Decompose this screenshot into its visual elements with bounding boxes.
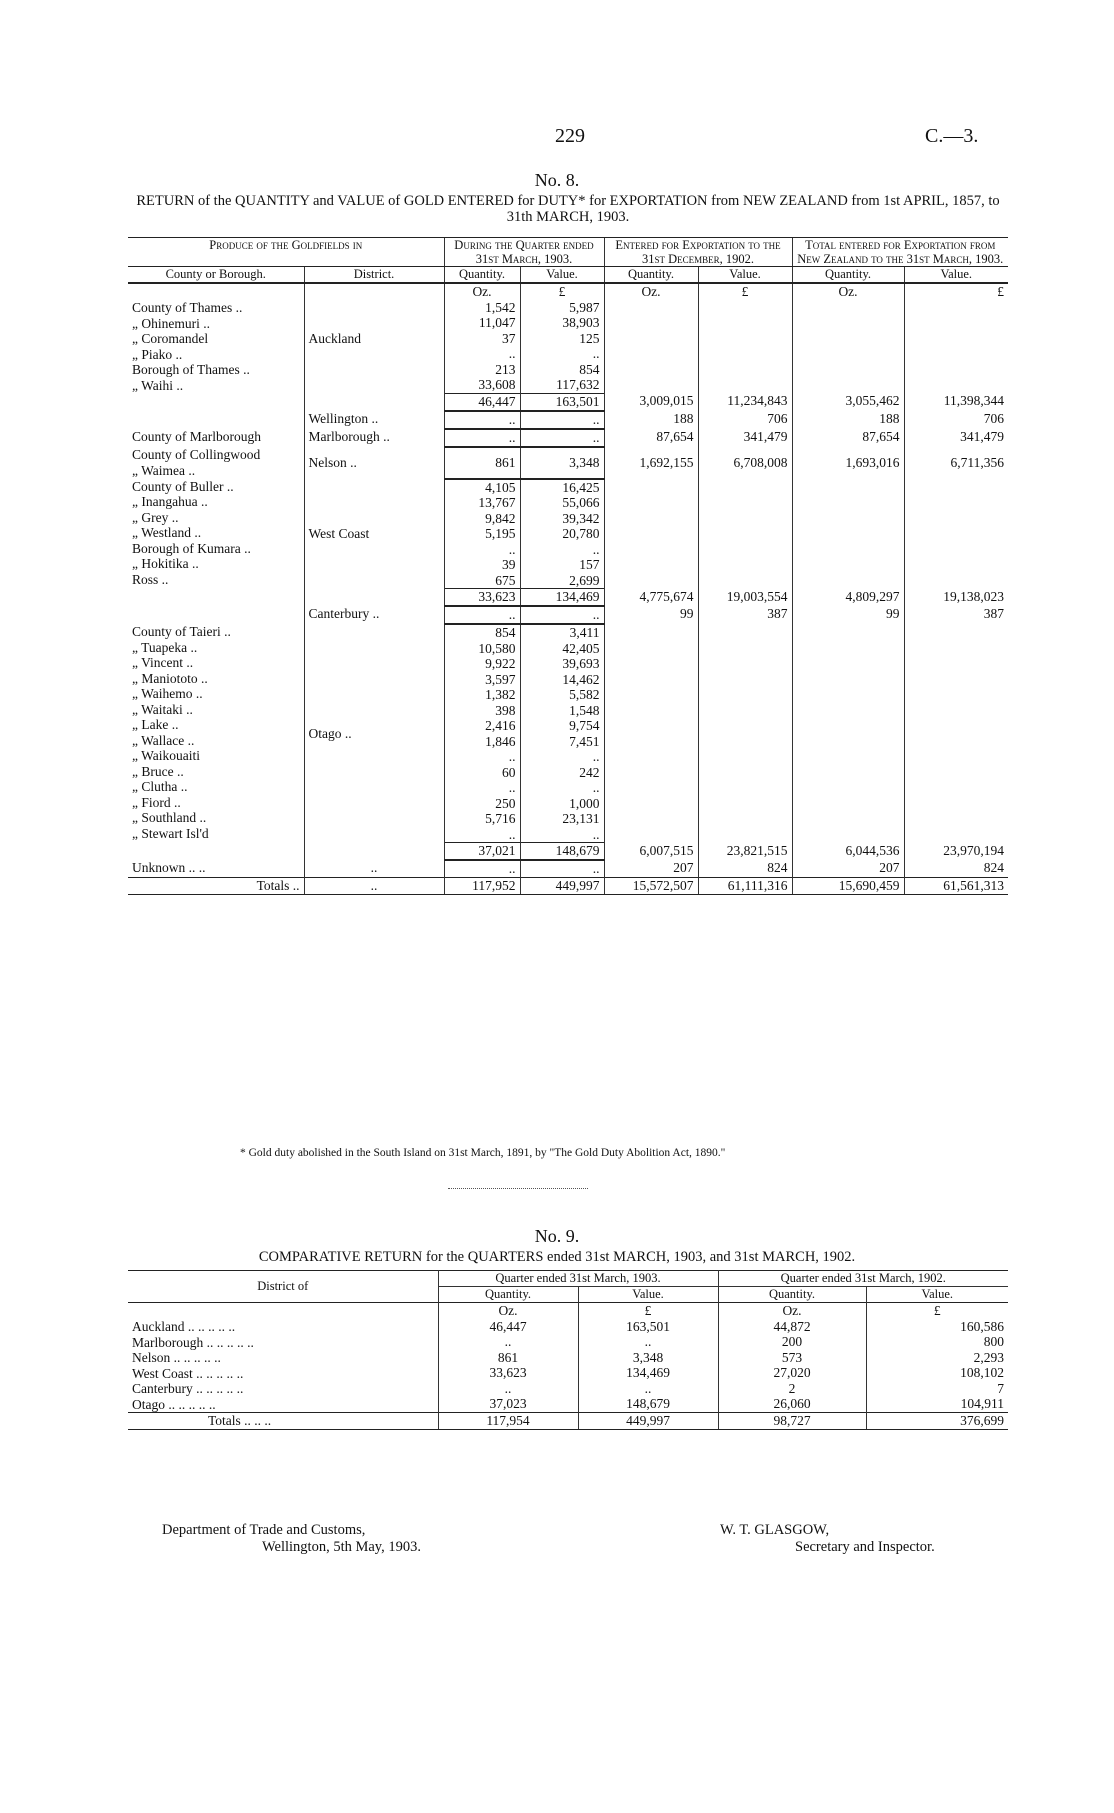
value-cell: 7: [997, 1380, 1004, 1396]
total-value: 19,138,023: [904, 589, 1008, 607]
previous-quantity: 99: [604, 606, 698, 624]
value-cell: ..: [592, 346, 600, 361]
value-cell: 3,348: [632, 1349, 664, 1365]
value-cell: 104,911: [960, 1396, 1004, 1411]
officer-name: W. T. GLASGOW,: [720, 1522, 830, 1538]
district-label: Nelson ..: [304, 447, 444, 479]
county-name: Ross ..: [132, 571, 169, 587]
total-value: 341,479: [904, 429, 1008, 447]
county-list: [128, 283, 304, 393]
unit-oz: Oz.: [472, 284, 492, 299]
county-name: „ Waihi ..: [132, 377, 184, 393]
quantity-cell: 11,047: [478, 315, 516, 330]
value-cell: 16,425: [562, 479, 600, 495]
marlborough-row: [128, 429, 1008, 447]
otago-group: [128, 624, 1008, 843]
value-cell: 39,342: [562, 510, 600, 526]
value-cell: 134,469: [626, 1365, 670, 1380]
value-cell: 157: [579, 557, 600, 572]
value-cell: ..: [520, 606, 604, 624]
footnote: * Gold duty abolished in the South Island on 31st March, 1891, by "The Gold Duty Abolition Act, 1890.": [240, 1147, 726, 1159]
quantity-cell: ..: [508, 749, 516, 764]
quantity-list: [444, 283, 520, 393]
value-cell: 148,679: [626, 1396, 670, 1411]
grand-total-quantity: 117,952: [444, 878, 520, 895]
grand-total-quantity: 117,954: [438, 1413, 578, 1430]
quantity-cell: 854: [495, 625, 516, 640]
county-name: „ Bruce ..: [132, 763, 184, 779]
subtotal-value: 148,679: [520, 843, 604, 861]
county-name: „ Wallace ..: [132, 732, 195, 748]
county-name: „ Hokitika ..: [132, 556, 199, 571]
department-signature: [162, 1522, 421, 1556]
total-value: 11,398,344: [904, 393, 1008, 411]
previous-quantity: 4,775,674: [604, 589, 698, 607]
county-name: „ Clutha ..: [132, 779, 188, 794]
divider: [448, 1188, 588, 1189]
row-label: Totals .. .. ..: [128, 1413, 438, 1430]
quantity-cell: 213: [495, 361, 516, 377]
district-label: Canterbury .. .. .. .. ..: [132, 1381, 244, 1396]
total-quantity: 188: [792, 411, 904, 429]
quantity-cell: 1,846: [485, 733, 516, 749]
grand-total-value: 449,997: [520, 878, 604, 895]
quantity-cell: 2,416: [485, 718, 516, 733]
quantity-cell: 5,195: [485, 526, 516, 541]
quantity-cell: 37: [502, 330, 516, 346]
total-quantity: 99: [792, 606, 904, 624]
return8-subtitle: RETURN of the QUANTITY and VALUE of GOLD ENTERED for DUTY* for EXPORTATION from NEW ZEALAND from 1st APRIL, 1857, to 31th MARCH, 1903.: [136, 193, 1000, 225]
header-entered-previous: Entered for Exportation to the 31st December, 1902.: [604, 238, 792, 267]
previous-value: 341,479: [698, 429, 792, 447]
district-list: [128, 1303, 438, 1413]
quantity-cell: 250: [495, 795, 516, 811]
quantity-cell: 1,382: [485, 687, 516, 702]
value-cell: 163,501: [626, 1318, 670, 1334]
county-name: „ Ohinemuri ..: [132, 315, 210, 331]
county-name: County of Thames ..: [132, 300, 243, 315]
district-label: Otago ..: [308, 725, 352, 741]
quantity-cell: 398: [495, 702, 516, 718]
row-label: Unknown .. ..: [132, 860, 206, 875]
unit-oz: Oz.: [792, 283, 904, 393]
totals-row: [128, 878, 1008, 895]
unit-pound: £: [933, 1303, 941, 1318]
previous-value: 824: [698, 860, 792, 878]
value-cell: 800: [983, 1334, 1004, 1349]
district-label: Otago .. .. .. .. ..: [132, 1396, 216, 1412]
quantity-cell: 5,716: [485, 811, 516, 826]
county-name: „ Waitaki ..: [132, 701, 193, 717]
value-cell: 1,548: [569, 702, 600, 718]
county-name: „ Westland ..: [132, 525, 202, 540]
previous-value: 11,234,843: [698, 393, 792, 411]
value-list: [520, 479, 604, 589]
county-list: [128, 624, 304, 843]
subtotal-quantity: 33,623: [444, 589, 520, 607]
value-cell: ..: [644, 1380, 652, 1396]
district-label: Canterbury ..: [304, 606, 444, 624]
quantity-list: [444, 624, 520, 843]
county-list: [128, 447, 304, 479]
county-name: County of Marlborough: [132, 428, 261, 444]
grand-total-value: 449,997: [578, 1413, 718, 1430]
value-cell: ..: [520, 860, 604, 878]
return8-table: [128, 237, 1008, 895]
quantity-cell: ..: [444, 860, 520, 878]
county-list: [128, 479, 304, 589]
district-name: [304, 283, 444, 393]
header-district: District of: [257, 1279, 309, 1293]
value-cell: 2,699: [569, 572, 600, 588]
county-name: „ Waimea ..: [132, 462, 196, 478]
grand-total-value: 376,699: [866, 1413, 1008, 1430]
county-name: Borough of Kumara ..: [132, 540, 251, 556]
value-cell: 125: [579, 330, 600, 346]
value-cell: 160,586: [960, 1318, 1004, 1334]
value-cell: 854: [579, 361, 600, 377]
value-cell: 9,754: [569, 718, 600, 733]
total-quantity: 6,044,536: [792, 843, 904, 861]
header-quantity: Quantity.: [438, 1287, 578, 1303]
quantity-list: [718, 1303, 866, 1413]
auckland-subtotal-row: [128, 393, 1008, 411]
header-during-quarter: During the Quarter ended 31st March, 1903.: [444, 238, 604, 267]
quantity-cell: 2: [788, 1380, 796, 1396]
westcoast-group: [128, 479, 1008, 589]
value-cell: 42,405: [562, 640, 600, 656]
county-name: „ Stewart Isl'd: [132, 825, 209, 841]
county-name: „ Fiord ..: [132, 794, 181, 810]
previous-quantity: 6,007,515: [604, 843, 698, 861]
quantity-cell: ..: [444, 606, 520, 624]
district-label: Marlborough ..: [304, 429, 444, 447]
district-label: ..: [304, 878, 444, 895]
header-quarter-1902: Quarter ended 31st March, 1902.: [718, 1271, 1008, 1287]
previous-value: 706: [698, 411, 792, 429]
value-cell: ..: [592, 749, 600, 764]
header-quantity: Quantity.: [792, 267, 904, 284]
value-cell: ..: [520, 411, 604, 429]
return9-totals-row: [128, 1413, 1008, 1430]
unit-oz: Oz.: [498, 1303, 518, 1318]
unit-pound: £: [904, 283, 1008, 393]
previous-value: 61,111,316: [698, 878, 792, 895]
value-cell: 108,102: [960, 1365, 1004, 1380]
quantity-cell: 44,872: [773, 1318, 811, 1334]
county-name: Borough of Thames ..: [132, 362, 250, 377]
value-cell: 7,451: [569, 733, 600, 749]
paper-reference: C.—3.: [925, 125, 979, 147]
total-value: 6,711,356: [904, 447, 1008, 479]
district-label: Auckland .. .. .. .. ..: [132, 1319, 236, 1334]
value-cell: ..: [644, 1334, 652, 1349]
total-value: 61,561,313: [904, 878, 1008, 895]
quantity-cell: 861: [497, 1349, 519, 1365]
quantity-cell: 26,060: [773, 1396, 811, 1411]
value-cell: 14,462: [562, 671, 600, 687]
header-quantity: Quantity.: [604, 267, 698, 284]
value-cell: 23,131: [562, 811, 600, 826]
quantity-cell: 37,023: [489, 1396, 527, 1411]
district-label: West Coast .. .. .. .. ..: [132, 1365, 244, 1381]
county-name: „ Tuapeka ..: [132, 639, 198, 655]
quantity-cell: 33,623: [489, 1365, 527, 1380]
value-cell: 3,348: [520, 447, 604, 479]
quantity-list: [444, 479, 520, 589]
header-value: Value.: [698, 267, 792, 284]
total-quantity: 207: [792, 860, 904, 878]
place-date: Wellington, 5th May, 1903.: [262, 1539, 421, 1555]
total-value: 387: [904, 606, 1008, 624]
return8-heading: No. 8.: [534, 170, 580, 190]
county-name: County of Buller ..: [132, 478, 234, 494]
district-label: Wellington ..: [304, 411, 444, 429]
value-list: [866, 1303, 1008, 1413]
value-cell: 38,903: [562, 315, 600, 330]
total-quantity: 3,055,462: [792, 393, 904, 411]
county-name: „ Coromandel: [132, 331, 209, 346]
canterbury-row: [128, 606, 1008, 624]
header-county: County or Borough.: [128, 267, 304, 284]
value-cell: 39,693: [562, 656, 600, 671]
previous-value: 19,003,554: [698, 589, 792, 607]
value-cell: ..: [592, 826, 600, 842]
quantity-cell: 200: [781, 1334, 803, 1349]
quantity-cell: 9,922: [485, 656, 516, 671]
quantity-cell: ..: [444, 411, 520, 429]
quantity-cell: 4,105: [485, 479, 516, 495]
quantity-cell: ..: [444, 429, 520, 447]
quantity-cell: 573: [781, 1349, 803, 1365]
grand-total-quantity: 98,727: [718, 1413, 866, 1430]
department-name: Department of Trade and Customs,: [162, 1522, 366, 1538]
unit-oz: Oz.: [782, 1303, 802, 1318]
value-cell: 5,582: [569, 687, 600, 702]
quantity-cell: 9,842: [485, 510, 516, 526]
subtotal-quantity: 46,447: [444, 393, 520, 411]
value-cell: 242: [579, 764, 600, 780]
previous-value: 6,708,008: [698, 447, 792, 479]
county-name: „ Waikouaiti: [132, 748, 201, 763]
wellington-row: [128, 411, 1008, 429]
return9-body: [128, 1303, 1008, 1413]
page-number: 229: [555, 125, 585, 147]
total-value: 706: [904, 411, 1008, 429]
officer-title: Secretary and Inspector.: [795, 1539, 935, 1555]
total-value: 23,970,194: [904, 843, 1008, 861]
quantity-cell: 3,597: [485, 671, 516, 687]
total-quantity: 1,693,016: [792, 447, 904, 479]
district-label: Marlborough .. .. .. .. ..: [132, 1334, 254, 1350]
subtotal-value: 134,469: [520, 589, 604, 607]
value-list: [578, 1303, 718, 1413]
county-name: „ Lake ..: [132, 717, 179, 732]
value-cell: ..: [592, 541, 600, 557]
header-value: Value.: [904, 267, 1008, 284]
county-name: „ Vincent ..: [132, 655, 194, 670]
subtotal-value: 163,501: [520, 393, 604, 411]
unit-oz: Oz.: [604, 283, 698, 393]
unit-pound: £: [698, 283, 792, 393]
header-value: Value.: [520, 267, 604, 284]
westcoast-subtotal-row: [128, 589, 1008, 607]
county-name: „ Inangahua ..: [132, 494, 208, 509]
previous-quantity: 15,572,507: [604, 878, 698, 895]
value-cell: ..: [592, 780, 600, 795]
quantity-cell: ..: [504, 1334, 512, 1349]
quantity-cell: ..: [508, 541, 516, 557]
district-label: West Coast: [308, 525, 370, 541]
county-name: „ Maniototo ..: [132, 670, 208, 686]
total-quantity: 15,690,459: [792, 878, 904, 895]
quantity-cell: 60: [502, 764, 516, 780]
quantity-cell: 46,447: [489, 1318, 527, 1334]
header-value: Value.: [866, 1287, 1008, 1303]
value-cell: 20,780: [562, 526, 600, 541]
return9-table: [128, 1270, 1008, 1430]
county-name: „ Southland ..: [132, 810, 207, 825]
header-district: District.: [304, 267, 444, 284]
quantity-cell: ..: [508, 780, 516, 795]
district-label: Auckland: [308, 330, 361, 346]
value-cell: 2,293: [973, 1349, 1004, 1365]
return9-subtitle: COMPARATIVE RETURN for the QUARTERS ended 31st MARCH, 1903, and 31st MARCH, 1902.: [258, 1249, 856, 1265]
previous-quantity: 3,009,015: [604, 393, 698, 411]
header-quarter-1903: Quarter ended 31st March, 1903.: [438, 1271, 718, 1287]
value-cell: 5,987: [569, 299, 600, 315]
value-cell: 3,411: [569, 625, 600, 640]
total-quantity: 87,654: [792, 429, 904, 447]
previous-quantity: 87,654: [604, 429, 698, 447]
quantity-cell: ..: [508, 346, 516, 361]
quantity-cell: 33,608: [478, 377, 516, 392]
quantity-cell: 27,020: [773, 1365, 811, 1380]
value-cell: ..: [520, 429, 604, 447]
value-cell: 117,632: [556, 377, 600, 392]
unit-pound: £: [644, 1303, 652, 1318]
header-quantity: Quantity.: [718, 1287, 866, 1303]
county-name: „ Grey ..: [132, 509, 179, 525]
previous-quantity: 1,692,155: [604, 447, 698, 479]
header-total-entered: Total entered for Exportation from New Zealand to the 31st March, 1903.: [792, 238, 1008, 267]
district-name: [304, 479, 444, 589]
unknown-row: [128, 860, 1008, 878]
county-name: „ Piako ..: [132, 346, 183, 362]
quantity-cell: 13,767: [478, 495, 516, 510]
quantity-cell: 10,580: [478, 640, 516, 656]
otago-subtotal-row: [128, 843, 1008, 861]
value-list: [520, 283, 604, 393]
quantity-cell: 675: [495, 572, 516, 588]
district-name: [304, 624, 444, 843]
district-label: Nelson .. .. .. .. ..: [132, 1350, 221, 1365]
total-value: 824: [904, 860, 1008, 878]
subtotal-quantity: 37,021: [444, 843, 520, 861]
previous-value: 23,821,515: [698, 843, 792, 861]
officer-signature: [720, 1522, 935, 1556]
header-quantity: Quantity.: [444, 267, 520, 284]
unit-pound: £: [558, 284, 566, 299]
previous-value: 387: [698, 606, 792, 624]
row-label: Totals ..: [128, 878, 304, 895]
quantity-list: [438, 1303, 578, 1413]
previous-quantity: 207: [604, 860, 698, 878]
district-label: ..: [304, 860, 444, 878]
quantity-cell: 39: [502, 557, 516, 572]
county-name: „ Waihemo ..: [132, 686, 203, 701]
auckland-group: [128, 283, 1008, 393]
value-list: [520, 624, 604, 843]
quantity-cell: 1,542: [485, 299, 516, 315]
header-value: Value.: [578, 1287, 718, 1303]
header-produce: Produce of the Goldfields in: [128, 238, 444, 267]
return9-heading: No. 9.: [534, 1226, 580, 1246]
quantity-cell: 861: [444, 447, 520, 479]
previous-quantity: 188: [604, 411, 698, 429]
quantity-cell: ..: [504, 1380, 512, 1396]
value-cell: 55,066: [562, 495, 600, 510]
county-name: County of Collingwood: [132, 446, 261, 462]
quantity-cell: ..: [508, 826, 516, 842]
value-cell: 1,000: [569, 795, 600, 811]
county-name: County of Taieri ..: [132, 624, 231, 639]
nelson-row: [128, 447, 1008, 479]
total-quantity: 4,809,297: [792, 589, 904, 607]
